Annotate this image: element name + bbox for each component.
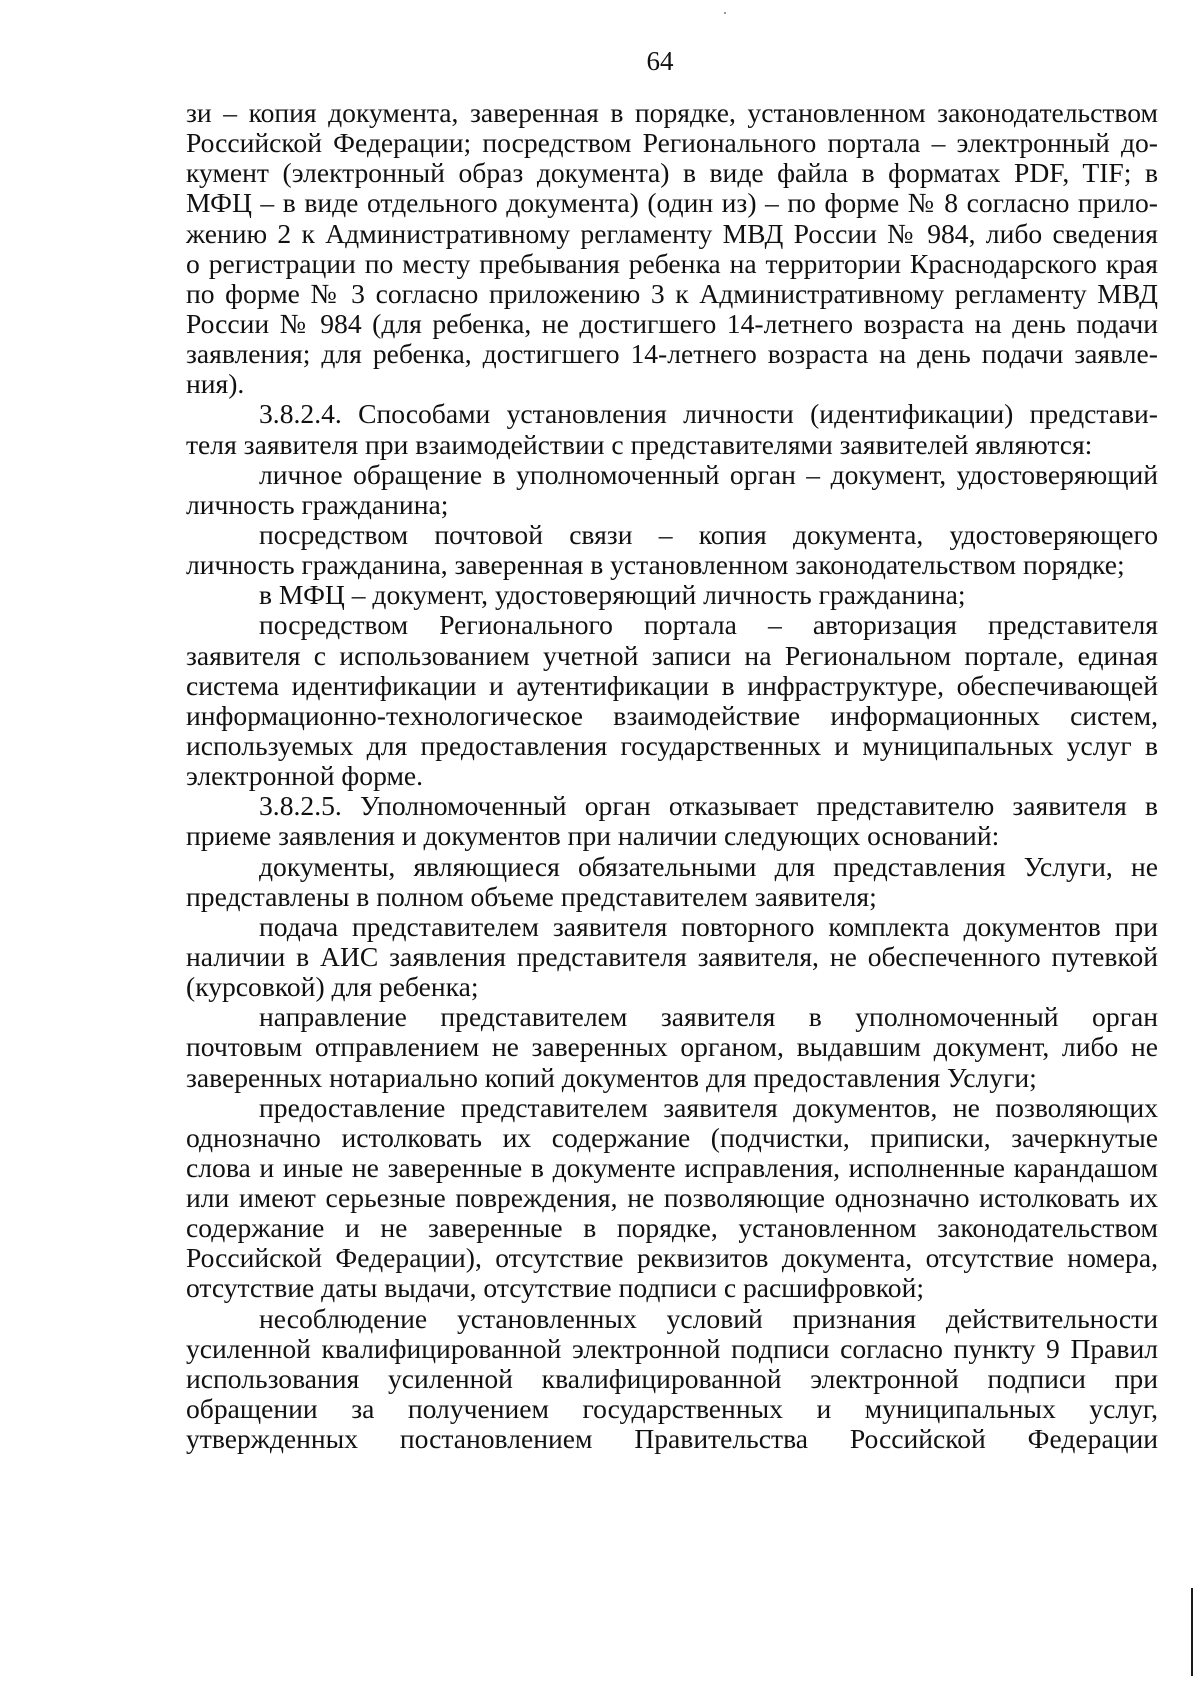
text-line: приеме заявления и документов при наличии следующих оснований:	[186, 820, 1000, 852]
text-line: несоблюдение установленных условий признания действительности	[259, 1302, 1158, 1334]
text-line: электронной форме.	[186, 760, 424, 792]
text-line: МФЦ – в виде отдельного документа) (один из) – по форме № 8 согласно прило-	[186, 187, 1158, 219]
text-line: в МФЦ – документ, удостоверяющий личность гражданина;	[259, 579, 966, 611]
text-line: обращении за получением государственных и муниципальных услуг,	[186, 1393, 1158, 1425]
text-line: 3.8.2.5. Уполномоченный орган отказывает представителю заявителя в	[259, 790, 1158, 822]
text-line: почтовым отправлением не заверенных органом, выдавшим документ, либо не	[186, 1031, 1158, 1063]
text-line: посредством почтовой связи – копия документа, удостоверяющего	[259, 518, 1158, 550]
text-line: однозначно истолковать их содержание (подчистки, приписки, зачеркнутые	[186, 1121, 1158, 1153]
text-line: 3.8.2.4. Способами установления личности (идентификации) представи-	[259, 398, 1158, 430]
text-line: направление представителем заявителя в уполномоченный орган	[259, 1001, 1158, 1033]
text-line: слова и иные не заверенные в документе исправления, исполненные карандашом	[186, 1151, 1158, 1183]
text-line: Российской Федерации; посредством Регионального портала – электронный до-	[186, 127, 1158, 159]
page-number: 64	[646, 46, 674, 76]
text-line: усиленной квалифицированной электронной подписи согласно пункту 9 Правил	[186, 1332, 1158, 1364]
text-line: (курсовкой) для ребенка;	[186, 971, 479, 1003]
text-line: России № 984 (для ребенка, не достигшего 14-летнего возраста на день подачи	[186, 307, 1158, 339]
text-line: использования усиленной квалифицированной электронной подписи при	[186, 1362, 1158, 1394]
text-line: зи – копия документа, заверенная в порядке, установленном законодательством	[186, 97, 1158, 128]
text-line: представлены в полном объеме представителем заявителя;	[186, 880, 877, 912]
text-line: ния).	[186, 368, 245, 400]
text-line: используемых для предоставления государственных и муниципальных услуг в	[186, 729, 1158, 761]
text-line: заверенных нотариально копий документов для предоставления Услуги;	[186, 1061, 1037, 1093]
scan-speck	[724, 12, 726, 14]
text-line: Российской Федерации), отсутствие реквизитов документа, отсутствие номера,	[186, 1242, 1158, 1274]
text-line: личное обращение в уполномоченный орган – документ, удостоверяющий	[259, 458, 1158, 490]
text-line: подача представителем заявителя повторного комплекта документов при	[259, 910, 1158, 942]
text-line: жению 2 к Административному регламенту МВД России № 984, либо сведения	[186, 217, 1158, 249]
text-line: или имеют серьезные повреждения, не позволяющие однозначно истолковать их	[186, 1182, 1158, 1214]
text-line: посредством Регионального портала – авторизация представителя	[259, 609, 1158, 641]
text-line: личность гражданина, заверенная в установленном законодательством порядке;	[186, 549, 1125, 581]
text-line: заявителя с использованием учетной записи на Региональном портале, единая	[186, 639, 1158, 671]
document-body	[186, 98, 1158, 1454]
text-line: отсутствие даты выдачи, отсутствие подписи с расшифровкой;	[186, 1272, 925, 1304]
text-line: информационно-технологическое взаимодействие информационных систем,	[186, 699, 1158, 731]
text-line: по форме № 3 согласно приложению 3 к Административному регламенту МВД	[186, 277, 1158, 309]
text-line: содержание и не заверенные в порядке, установленном законодательством	[186, 1212, 1158, 1244]
text-line: система идентификации и аутентификации в инфраструктуре, обеспечивающей	[186, 669, 1158, 701]
text-line: о регистрации по месту пребывания ребенка на территории Краснодарского края	[186, 247, 1158, 279]
text-line: утвержденных постановлением Правительства Российской Федерации	[186, 1423, 1158, 1455]
text-line: документы, являющиеся обязательными для представления Услуги, не	[259, 850, 1158, 882]
text-line: личность гражданина;	[186, 488, 449, 520]
text-line: заявления; для ребенка, достигшего 14-летнего возраста на день подачи заявле-	[186, 338, 1158, 370]
text-line: теля заявителя при взаимодействии с представителями заявителей являются:	[186, 428, 1093, 460]
margin-edge-mark	[1191, 1588, 1193, 1676]
text-line: кумент (электронный образ документа) в виде файла в форматах PDF, TIF; в	[186, 157, 1158, 189]
text-line: наличии в АИС заявления представителя заявителя, не обеспеченного путевкой	[186, 940, 1158, 972]
text-line: предоставление представителем заявителя документов, не позволяющих	[259, 1091, 1158, 1123]
